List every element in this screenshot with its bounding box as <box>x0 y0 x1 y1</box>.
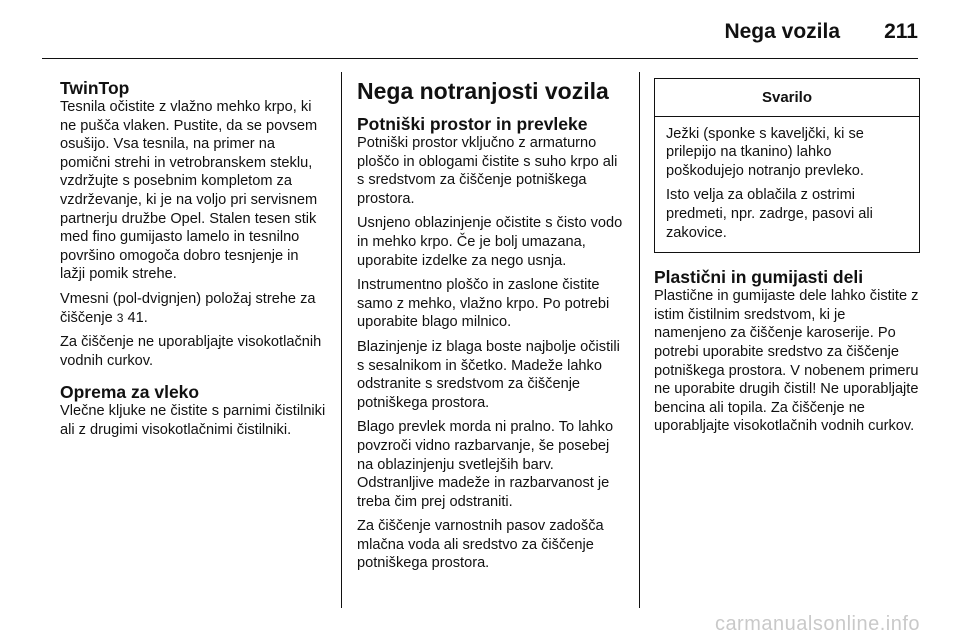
interior-paragraph: Instrumentno ploščo in zaslone čistite samo z mehko, vlažno krpo. Po potrebi uporabite blago milnico. <box>357 277 610 331</box>
reference-text: Vmesni (pol-dvignjen) položaj strehe za čiščenje <box>60 290 316 326</box>
interior-paragraph: Blago prevlek morda ni pralno. To lahko povzroči vidno razbarvanje, še posebej na oblazinjenju svetlejših barv. Odstranljive madeže in razbarvanost je treba čim prej odstraniti. <box>357 419 614 510</box>
twintop-paragraph: Tesnila očistite z vlažno mehko krpo, ki ne pušča vlaken. Pustite, da se povsem osušijo. Vsa tesnila, na primer na pomični strehi in vetrobranskem steklu, vzdržujte s posebnim kompletom za vzdrževanje, ki je na voljo pri servisnem partnerju družbe Opel. Stalen tesen stik med fino gumijasto lamelo in tesnilno površino omogoča dobro tesnjenje in lažji pomik strehe. <box>60 99 318 283</box>
column-middle <box>357 78 625 579</box>
header-title: Nega vozila <box>724 20 840 43</box>
warning-paragraph: Ježki (sponke s kaveljčki, ki se prilepijo na tkanino) lahko poškodujejo notranjo prevleko. <box>666 125 864 179</box>
header-rule <box>42 58 918 59</box>
plastic-heading: Plastični in gumijasti deli <box>654 267 864 288</box>
warning-box <box>654 78 920 253</box>
tow-heading: Oprema za vleko <box>60 382 200 403</box>
tow-paragraph: Vlečne kljuke ne čistite s parnimi čistilniki ali z drugimi visokotlačnimi čistilniki. <box>60 403 326 438</box>
warning-body <box>655 117 919 253</box>
twintop-reference <box>60 290 326 327</box>
plastic-paragraph: Plastične in gumijaste dele lahko čistite z istim čistilnim sredstvom, ki je namenjeno za čiščenje karoserije. Po potrebi uporabite sredstvo za čiščenje potniškega prostora. V nobenem primeru ne uporabite drugih čistil! Ne uporabljajte bencina ali topila. Za čiščenje ne uporabljajte visokotlačnih vodnih curkov. <box>654 288 919 435</box>
twintop-heading: TwinTop <box>60 78 130 98</box>
warning-paragraph: Isto velja za oblačila z ostrimi predmeti, npr. zadrge, pasovi ali zakovice. <box>666 187 873 241</box>
column-left <box>60 78 326 446</box>
interior-paragraph: Usnjeno oblazinjenje očistite s čisto vodo in mehko krpo. Če je bolj umazana, uporabite izdelke za nego usnja. <box>357 215 623 269</box>
column-divider-right <box>639 72 640 608</box>
interior-paragraph: Potniški prostor vključno z armaturno ploščo in oblogami čistite s suho krpo ali s sredstvom za čiščenje potniškega prostora. <box>357 135 618 207</box>
column-right <box>654 78 920 442</box>
interior-subheading: Potniški prostor in prevleke <box>357 114 588 134</box>
interior-paragraph: Blazinjenje iz blaga boste najbolje očistili s sesalnikom in ščetko. Madeže lahko odstranite s sredstvom za čiščenje potniškega prostora. <box>357 338 620 411</box>
warning-title: Svarilo <box>655 79 919 117</box>
reference-page: 41. <box>123 309 148 326</box>
watermark: carmanualsonline.info <box>714 613 920 635</box>
page-number: 211 <box>884 20 918 43</box>
page-header <box>0 0 960 58</box>
twintop-last-paragraph: Za čiščenje ne uporabljajte visokotlačnih vodnih curkov. <box>60 334 322 369</box>
page-reference-icon: 3 <box>116 310 124 325</box>
section-title: Nega notranjosti vozila <box>357 78 609 104</box>
column-divider-left <box>341 72 342 608</box>
interior-paragraph: Za čiščenje varnostnih pasov zadošča mlačna voda ali sredstvo za čiščenje potniškega prostora. <box>357 518 604 572</box>
